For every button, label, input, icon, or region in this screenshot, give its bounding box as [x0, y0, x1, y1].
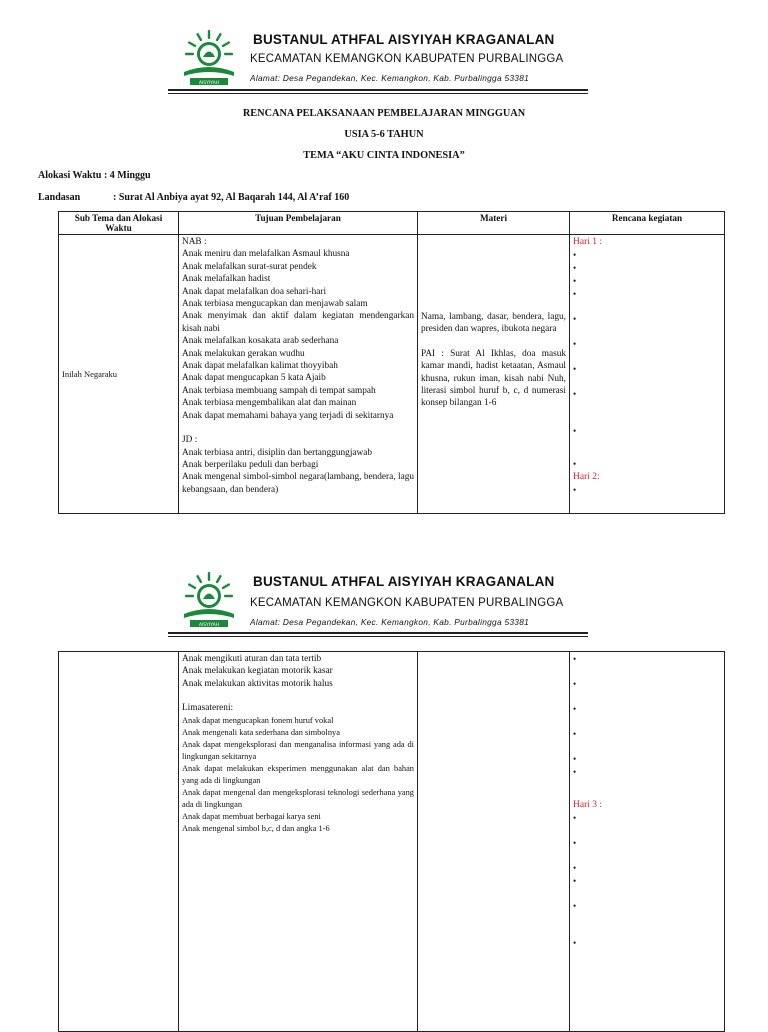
list-item: Anak mengenal simbol b,c, d dan angka 1-6	[182, 824, 330, 834]
list-item: Anak dapat mengenal dan mengeksplorasi teknologi sederhana yang ada di lingkungan	[182, 788, 414, 810]
day-1-label: Hari 1 :	[573, 237, 603, 247]
list-item: Anak melakukan aktivitas motorik halus	[182, 678, 333, 689]
list-item: Anak dapat mengucapkan 5 kata Ajaib	[182, 373, 326, 384]
document-title: RENCANA PELAKSANAAN PEMBELAJARAN MINGGUAN	[242, 108, 526, 119]
list-item: NAB :	[182, 237, 207, 247]
list-item: Anak dapat mengucapkan fonem huruf vokal	[182, 715, 334, 725]
district-name: KECAMATAN KEMANGKON KABUPATEN PURBALINGGA	[250, 597, 564, 609]
header-rule-thick	[168, 632, 588, 634]
list-item: •	[573, 901, 577, 911]
list-item: Anak melakukan gerakan wudhu	[182, 348, 305, 359]
materi-cell	[418, 652, 570, 1032]
table-row	[59, 235, 725, 514]
table-row	[59, 652, 725, 1032]
subtema-cell: Inilah Negaraku	[59, 235, 179, 514]
header-rencana: Rencana kegiatan	[570, 212, 725, 235]
list-item: •	[573, 426, 577, 436]
list-item: •	[573, 250, 577, 260]
list-item: •	[573, 838, 577, 848]
header-rule-thin	[168, 636, 588, 637]
landasan-value: : Surat Al Anbiya ayat 92, Al Baqarah 144, Al A’raf 160	[113, 192, 350, 203]
svg-text:AISYIYAH: AISYIYAH	[198, 81, 220, 86]
list-item: •	[573, 263, 577, 273]
list-item: •	[573, 729, 577, 739]
list-item: •	[573, 938, 577, 948]
list-item: •	[573, 364, 577, 374]
rencana-cell	[570, 652, 725, 1032]
list-item: •	[573, 863, 577, 873]
list-item: Anak dapat melafalkan doa sehari-hari	[182, 286, 327, 297]
district-name: KECAMATAN KEMANGKON KABUPATEN PURBALINGGA	[250, 53, 564, 65]
header-rule-thin	[168, 93, 588, 94]
list-item: Anak mengenal simbol-simbol negara(lambang, bendera, lagu kebangsaan, dan bendera)	[182, 472, 414, 495]
limasatereni-label: Limasatereni:	[182, 703, 234, 714]
list-item: •	[573, 876, 577, 886]
lesson-plan-table	[58, 211, 725, 514]
aisyiyah-logo-icon	[178, 570, 240, 632]
list-item: •	[573, 485, 577, 495]
list-item: Anak melafalkan hadist	[182, 274, 271, 285]
lesson-plan-table-continued	[58, 651, 725, 1032]
school-address: Alamat: Desa Pegandekan, Kec. Kemangkon, Kab. Purbalingga 53381	[250, 73, 530, 83]
day-3-label: Hari 3 :	[573, 800, 603, 810]
list-item: Anak dapat membuat berbagai karya seni	[182, 812, 321, 822]
list-item: Anak dapat melakukan eksperimen menggunakan alat dan bahan yang ada di lingkungan	[182, 764, 414, 786]
header-rule-thick	[168, 89, 588, 91]
time-allocation: Alokasi Waktu : 4 Minggu	[38, 170, 151, 181]
landasan-label: Landasan	[38, 192, 81, 203]
subtema-cell	[59, 652, 179, 1032]
school-address: Alamat: Desa Pegandekan, Kec. Kemangkon, Kab. Purbalingga 53381	[250, 617, 530, 627]
aisyiyah-logo-icon	[178, 28, 240, 90]
list-item: Anak melafalkan kosakata arab sederhana	[182, 336, 339, 347]
list-item: Anak mengikuti aturan dan tata tertib	[182, 654, 322, 664]
list-item: •	[573, 654, 577, 664]
school-name: BUSTANUL ATHFAL AISYIYAH KRAGANALAN	[253, 574, 555, 589]
list-item: Anak melakukan kegiatan motorik kasar	[182, 666, 333, 677]
header-materi: Materi	[418, 212, 570, 235]
list-item: •	[573, 767, 577, 777]
list-item: Anak menyimak dan aktif dalam kegiatan mendengarkan kisah nabi	[182, 311, 414, 334]
list-item: •	[573, 289, 577, 299]
materi-pai: PAI : Surat Al Ikhlas, doa masuk kamar mandi, hadist ketaatan, Asmaul khusna, rukun iman, kisah nabi Nuh, literasi simbol huruf b, c, d numerasi konsep bilangan 1-6	[421, 348, 566, 409]
tujuan-cell	[179, 235, 418, 514]
list-item: Anak mengenali kata sederhana dan simbolnya	[182, 727, 340, 737]
list-item: •	[573, 459, 577, 469]
list-item: •	[573, 813, 577, 823]
svg-text:AISYIYAH: AISYIYAH	[198, 623, 220, 628]
materi-umum: Nama, lambang, dasar, bendera, lagu, presiden dan wapres, ibukota negara	[421, 312, 566, 335]
materi-cell	[418, 235, 570, 514]
list-item: •	[573, 754, 577, 764]
list-item: Anak dapat mengeksplorasi dan menganalisa informasi yang ada di lingkungan sekitarnya	[182, 739, 414, 761]
table-header-row	[59, 212, 725, 235]
list-item: JD :	[182, 435, 198, 446]
list-item: Anak meniru dan melafalkan Asmaul khusna	[182, 249, 350, 260]
list-item: •	[573, 339, 577, 349]
list-item: Anak terbiasa mengucapkan dan menjawab salam	[182, 299, 368, 310]
list-item: Anak melafalkan surat-surat pendek	[182, 261, 317, 272]
age-group: USIA 5-6 TAHUN	[344, 129, 424, 140]
list-item: •	[573, 314, 577, 324]
list-item: •	[573, 276, 577, 286]
rencana-cell	[570, 235, 725, 514]
header-tujuan: Tujuan Pembelajaran	[179, 212, 418, 235]
header-subtema: Sub Tema dan Alokasi Waktu	[59, 212, 179, 235]
tujuan-cell	[179, 652, 418, 1032]
list-item: Anak terbiasa membuang sampah di tempat sampah	[182, 385, 376, 396]
list-item: Anak dapat memahami bahaya yang terjadi di sekitarnya	[182, 410, 394, 421]
list-item: Anak dapat melafalkan kalimat thoyyibah	[182, 361, 338, 372]
list-item: Anak terbiasa antri, disiplin dan bertanggungjawab	[182, 447, 373, 458]
school-name: BUSTANUL ATHFAL AISYIYAH KRAGANALAN	[253, 32, 555, 47]
list-item: •	[573, 389, 577, 399]
list-item: Anak terbiasa mengembalikan alat dan mainan	[182, 398, 357, 409]
theme-title: TEMA “AKU CINTA INDONESIA”	[303, 150, 465, 161]
list-item: Anak berperilaku peduli dan berbagi	[182, 459, 319, 470]
day-2-label: Hari 2:	[573, 472, 600, 482]
list-item: •	[573, 704, 577, 714]
list-item: •	[573, 679, 577, 689]
